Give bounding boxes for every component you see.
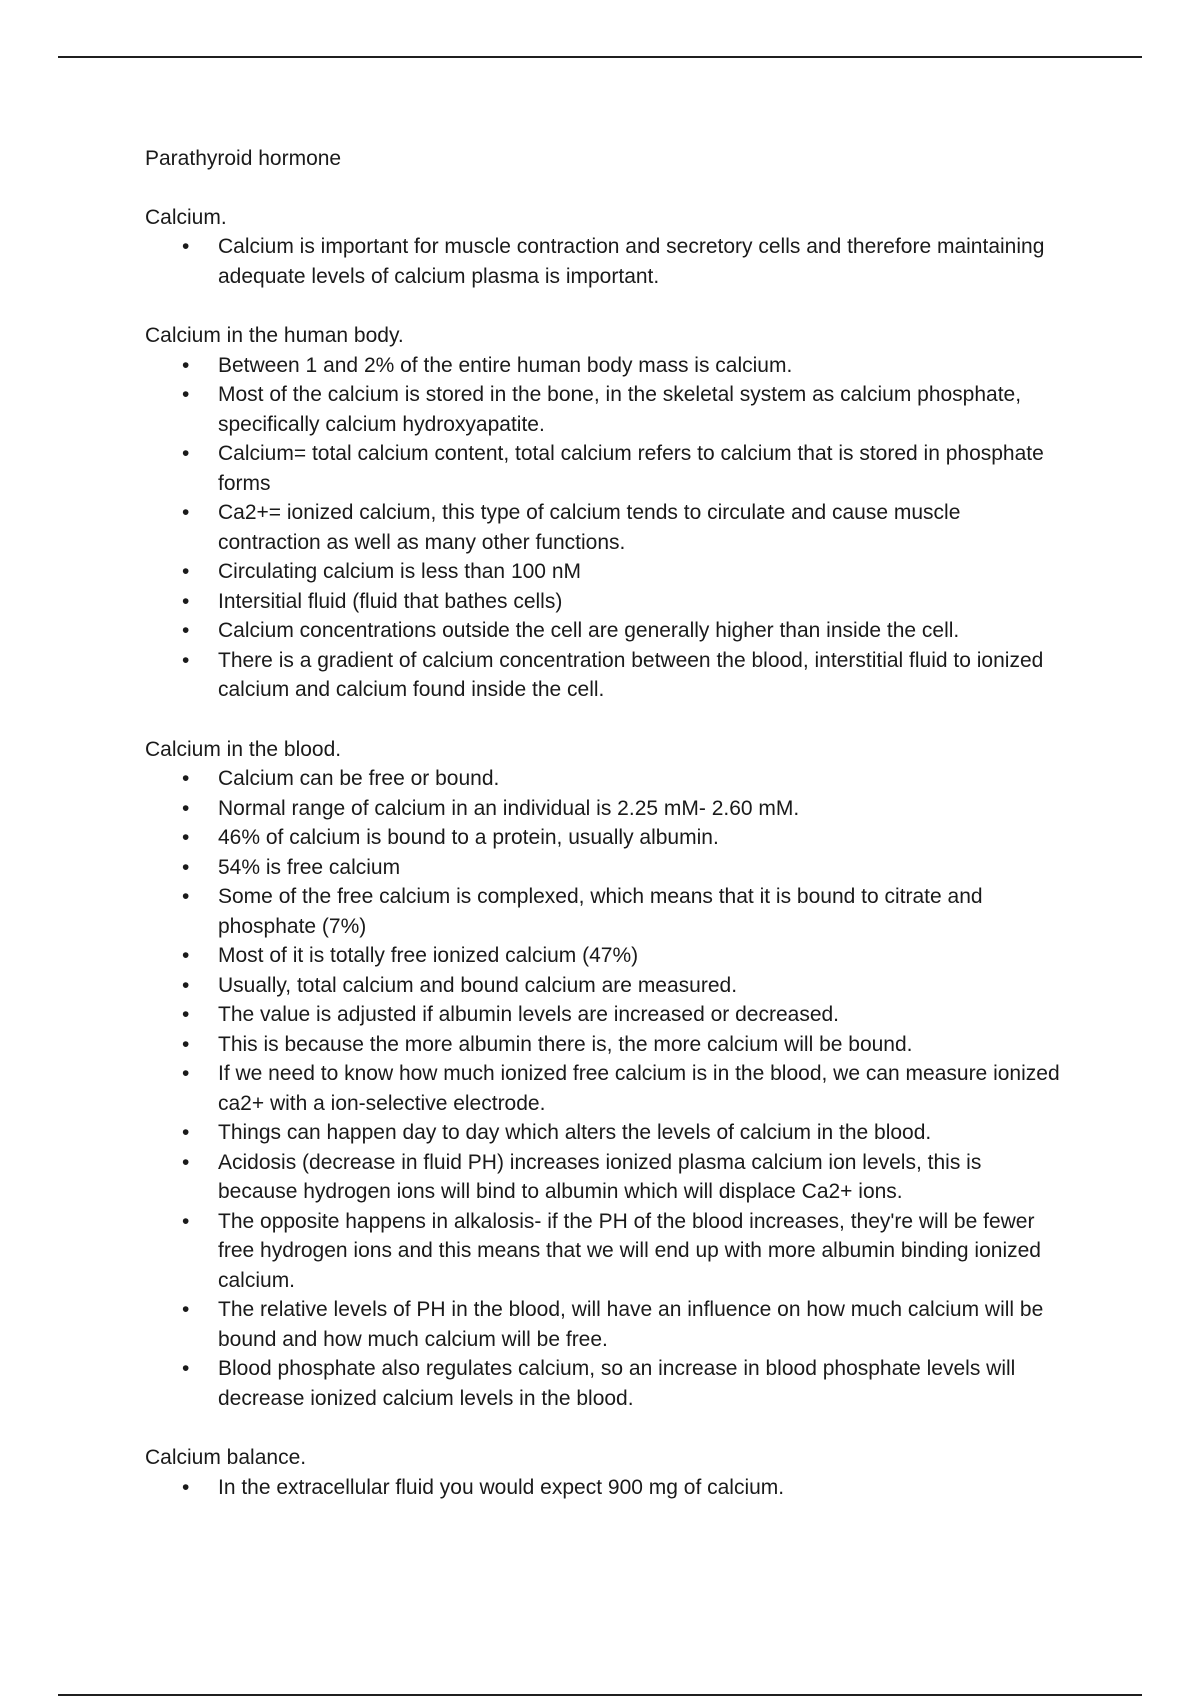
bullet-item: • Ca2+= ionized calcium, this type of calcium tends to circulate and cause muscle contraction as well as many other functions.: [145, 498, 1065, 557]
bullet-item: • This is because the more albumin there is, the more calcium will be bound.: [145, 1030, 1065, 1060]
bullet-list: [145, 351, 1065, 705]
sections-container: [145, 203, 1065, 1503]
bullet-item: • The value is adjusted if albumin levels are increased or decreased.: [145, 1000, 1065, 1030]
document-body: [145, 144, 1065, 1532]
bullet-item: • 54% is free calcium: [145, 853, 1065, 883]
section: [145, 1443, 1065, 1502]
bullet-item: • Some of the free calcium is complexed, which means that it is bound to citrate and phosphate (7%): [145, 882, 1065, 941]
bullet-item: • Usually, total calcium and bound calcium are measured.: [145, 971, 1065, 1001]
bullet-item: • Blood phosphate also regulates calcium, so an increase in blood phosphate levels will decrease ionized calcium levels in the blood.: [145, 1354, 1065, 1413]
section-heading: Calcium in the blood.: [145, 737, 342, 761]
bullet-item: • The opposite happens in alkalosis- if the PH of the blood increases, they're will be fewer free hydrogen ions and this means that we will end up with more albumin binding ionized calcium.: [145, 1207, 1065, 1296]
bullet-list: [145, 764, 1065, 1413]
header-rule: [58, 56, 1142, 58]
bullet-item: • Calcium= total calcium content, total calcium refers to calcium that is stored in phosphate forms: [145, 439, 1065, 498]
bullet-item: • Acidosis (decrease in fluid PH) increases ionized plasma calcium ion levels, this is because hydrogen ions will bind to albumin which will displace Ca2+ ions.: [145, 1148, 1065, 1207]
bullet-item: • The relative levels of PH in the blood, will have an influence on how much calcium will be bound and how much calcium will be free.: [145, 1295, 1065, 1354]
section-heading: Calcium balance.: [145, 1446, 307, 1469]
bullet-item: • Intersitial fluid (fluid that bathes cells): [145, 587, 1065, 617]
section: [145, 735, 1065, 1414]
bullet-item: • Circulating calcium is less than 100 nM: [145, 557, 1065, 587]
section: [145, 321, 1065, 705]
document-title: Parathyroid hormone: [145, 147, 342, 170]
bullet-item: • 46% of calcium is bound to a protein, usually albumin.: [145, 823, 1065, 853]
section: [145, 203, 1065, 292]
bullet-item: • Normal range of calcium in an individual is 2.25 mM- 2.60 mM.: [145, 794, 1065, 824]
bullet-item: • Calcium can be free or bound.: [145, 764, 1065, 794]
bullet-item: • Calcium concentrations outside the cell are generally higher than inside the cell.: [145, 616, 1065, 646]
section-heading: Calcium.: [145, 205, 227, 229]
footer-rule: [58, 1694, 1142, 1696]
bullet-list: [145, 1473, 1065, 1503]
section-heading: Calcium in the human body.: [145, 324, 404, 347]
bullet-item: • Between 1 and 2% of the entire human body mass is calcium.: [145, 351, 1065, 381]
bullet-item: • In the extracellular fluid you would expect 900 mg of calcium.: [145, 1473, 1065, 1503]
bullet-item: • Most of the calcium is stored in the bone, in the skeletal system as calcium phosphate, specifically calcium hydroxyapatite.: [145, 380, 1065, 439]
bullet-item: • There is a gradient of calcium concentration between the blood, interstitial fluid to ionized calcium and calcium found inside the cell.: [145, 646, 1065, 705]
bullet-list: [145, 232, 1065, 291]
bullet-item: • Things can happen day to day which alters the levels of calcium in the blood.: [145, 1118, 1065, 1148]
bullet-item: • Most of it is totally free ionized calcium (47%): [145, 941, 1065, 971]
bullet-item: • Calcium is important for muscle contraction and secretory cells and therefore maintaining adequate levels of calcium plasma is important.: [145, 232, 1065, 291]
bullet-item: • If we need to know how much ionized free calcium is in the blood, we can measure ionized ca2+ with a ion-selective electrode.: [145, 1059, 1065, 1118]
